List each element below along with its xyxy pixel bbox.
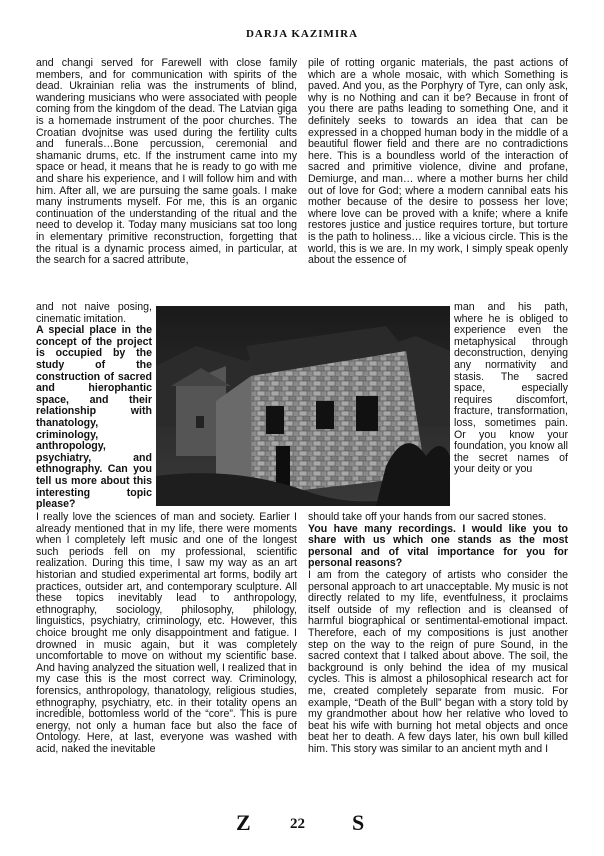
- stone-house-illustration: [156, 306, 450, 506]
- left-column-bottom: [36, 512, 297, 755]
- right-column-bottom: [308, 512, 568, 755]
- left-bottom-paragraph: I really love the sciences of man and society. Earlier I already mentioned that in my life, there were moments when I completely left music and one of the longest such periods fell on my professional, scientific realization. During this time, I saw my way as an art historian and studied experimental art forms, bodily art practices, outsider art, and contemporary sculpture. All these topics inevitably lead to anthropology, ethnography, sociology, philosophy, philology, linguistics, psychiatry, criminology, etc. However, this choice brought me only disappointment and fatigue. I drowned in music again, but it was completely uncomfortable to move on without my scientific base. And having analyzed the situation well, I realized that in my case this is the most correct way. Criminology, forensics, anthropology, thanatology, religious studies, ethnography, psychiatry, etc. in their totality opens an incredible, bottomless world of the “core”. This is pure energy, not only a human face but also the face of Ontology. Here, at last, everyone was washed with acid, naked the inevitable: [36, 511, 297, 755]
- page-footer: [0, 812, 604, 842]
- footer-left-glyph: Z: [236, 810, 251, 835]
- right-column-top: [308, 58, 568, 267]
- right-bottom-paragraph: should take off your hands from our sacred stones.: [308, 511, 547, 523]
- right-narrow-paragraph: man and his path, where he is obliged to experience even the metaphysical through deconstruction, denying any normativity and stasis. The sacred space, especially requires discomfort, fracture, transformation, loss, sometimes pain. Or you know your foundation, you know all the secret names of your deity or you: [454, 301, 568, 476]
- answer-paragraph: I am from the category of artists who consider the personal approach to art unacceptable. My music is not directly related to my life, eventfulness, it proclaims itself outside of my reflection and is cleansed of harmful biographical or sentimental-emotional impact. Therefore, each of my compositions is just another step on the way to the reign of pure Sound, in the sacred context that I talked about above. The soil, the background is only behind the idea of my musical cycles. This is almost a philosophical research act for me, created completely separate from music. For example, “Death of the Bull” began with a story told by my grandmother about how her relative who loved to beat his wife with burning hot metal objects and once beat her to death. A few days later, his own bull killed him. This story was similar to an ancient myth and I: [308, 568, 568, 755]
- running-header: DARJA KAZIMIRA: [245, 28, 359, 40]
- interview-question: A special place in the concept of the project is occupied by the study of the construction of sacred and hierophantic space, and their relationship with thanatology, criminology, anthropology, psychiatry, and ethnography. Can you tell us more about this interesting topic please?: [36, 324, 152, 511]
- left-column-top: [36, 58, 297, 267]
- right-top-paragraph: pile of rotting organic materials, the past actions of which are a whole mosaic, with which Something is paved. And you, as the Porphyry of Tyre, can only ask, why is no Nothing and can it be? Because in front of you there are paths leading to something One, and it definitely seeks to towards an idea that can be expressed in a chopped human body in the middle of a beautiful flower field and there are no contradictions here. This is a boundless world of the interaction of sacred and primitive violence, divine and profane, Demiurge, and man… where a mother burns her child out of love for God; where a modern cannibal eats his mother because of the desire to possess her love; where love can be proved with a knife; where a knife restores justice and justice requires torture, but torture is the path to holiness… like a vicious circle. This is the world, this is we are. In my work, I simply speak openly about the essence of: [308, 57, 568, 267]
- footer-right-glyph: S: [352, 810, 365, 835]
- interview-question-2: You have many recordings. I would like you to share with us which one stands as the most personal and of vital importance for you for personal reasons?: [308, 522, 568, 570]
- right-narrow-column: [454, 302, 568, 476]
- left-top-paragraph: and changi served for Farewell with close family members, and for communication with spirits of the dead. Ukrainian relia was the instruments of blind, wandering musicians who were associated with people coming from the kingdom of the dead. The Latvian giga is a homemade instrument of the poor churches. The Croatian dvojnitse was used during the fertility cults and funerals…Bone percussion, ceremonial and shamanic drums, etc. If the instrument came into my space or head, it means that he is ready to go with me and share his experience, and I will follow him and with him. After all, we are pursuing the same goals. I make many instruments myself. For me, this is an organic continuation of the understanding of the ritual and the need to develop it. Today many musicians sat too long in elementary primitive reconstruction, forgetting that the ritual is a dynamic process aimed, in particular, at the search for a sacred attribute,: [36, 57, 297, 267]
- left-narrow-paragraph: and not naive posing, cinematic imitation.: [36, 301, 152, 325]
- left-narrow-column: [36, 302, 152, 511]
- page-number: 22: [290, 816, 305, 832]
- stone-house-photo: [156, 306, 450, 506]
